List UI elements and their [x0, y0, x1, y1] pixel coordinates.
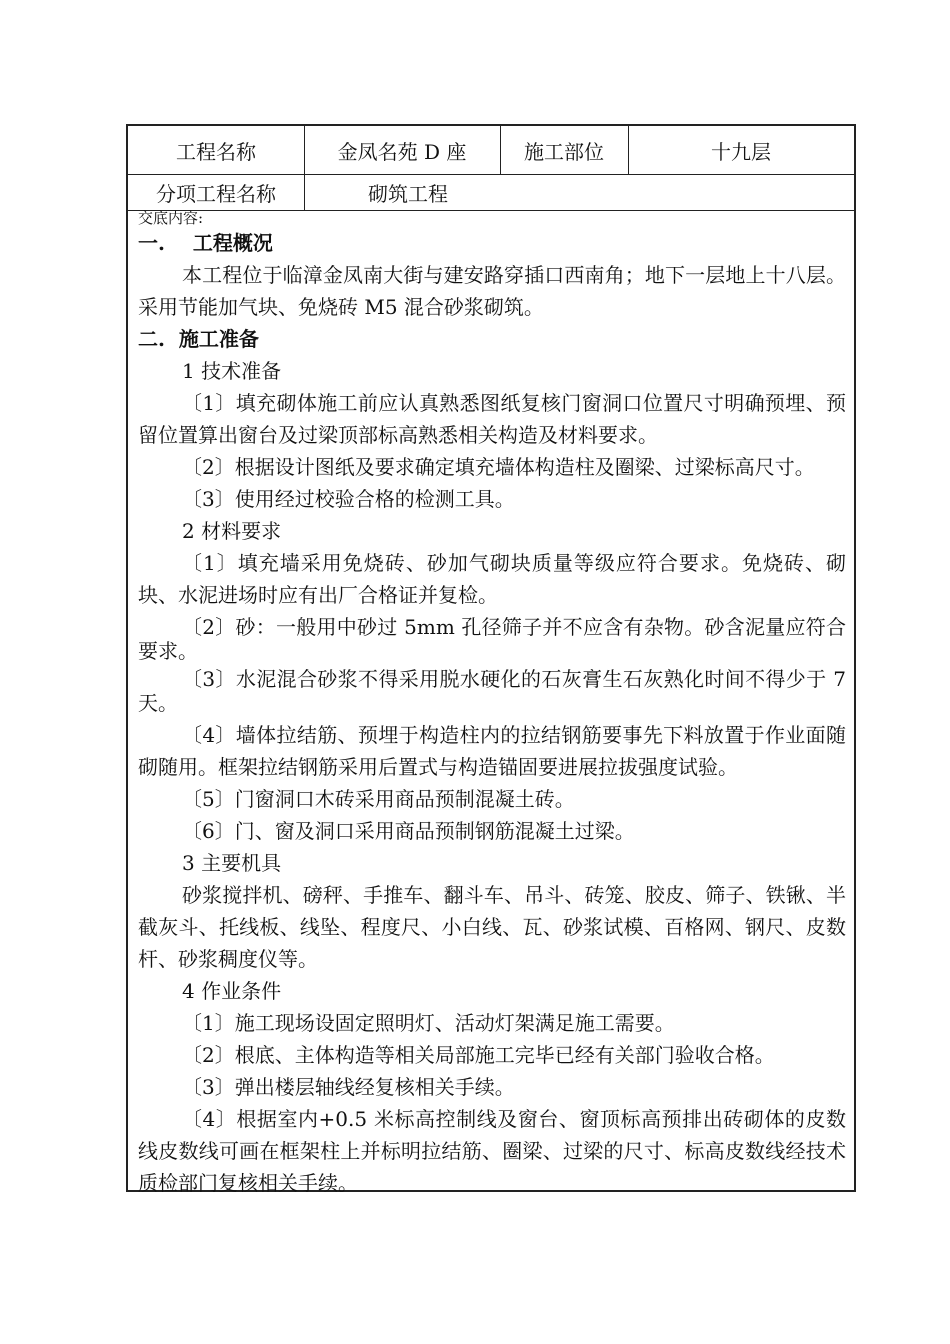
section-heading-preparation: 二. 施工准备	[138, 327, 259, 351]
sub-project-value: 砌筑工程	[368, 181, 448, 206]
condition-item-1: 〔1〕施工现场设固定照明灯、活动灯架满足施工需要。	[182, 1011, 675, 1035]
location-value: 十九层	[711, 139, 771, 164]
condition-item-2: 〔2〕根底、主体构造等相关局部施工完毕已经有关部门验收合格。	[182, 1043, 775, 1067]
material-item-1: 〔1〕填充墙采用免烧砖、砂加气砌块质量等级应符合要求。免烧砖、砌块、水泥进场时应有出厂合格证并复检。	[138, 551, 846, 607]
header-row-2	[128, 174, 854, 211]
technical-item-3: 〔3〕使用经过校验合格的检测工具。	[182, 487, 515, 511]
overview-paragraph: 本工程位于临漳金凤南大街与建安路穿插口西南角；地下一层地上十八层。采用节能加气块、免烧砖 M5 混合砂浆砌筑。	[138, 263, 846, 319]
material-item-5: 〔5〕门窗洞口木砖采用商品预制混凝土砖。	[182, 787, 575, 811]
technical-item-2: 〔2〕根据设计图纸及要求确定填充墙体构造柱及圈梁、过梁标高尺寸。	[182, 455, 815, 479]
subheading-conditions: 4 作业条件	[182, 979, 282, 1003]
header-row-1	[128, 126, 854, 175]
material-item-2: 〔2〕砂：一般用中砂过 5mm 孔径筛子并不应含有杂物。砂含泥量应符合要求。	[138, 615, 846, 663]
technical-item-1: 〔1〕填充砌体施工前应认真熟悉图纸复核门窗洞口位置尺寸明确预埋、预留位置算出窗台及过梁顶部标高熟悉相关构造及材料要求。	[138, 391, 846, 447]
section-heading-overview: 一. 工程概况	[138, 231, 273, 255]
subheading-technical: 1 技术准备	[182, 359, 282, 383]
condition-item-3: 〔3〕弹出楼层轴线经复核相关手续。	[182, 1075, 515, 1099]
equipment-list: 砂浆搅拌机、磅秤、手推车、翻斗车、吊斗、砖笼、胶皮、筛子、铁锹、半截灰斗、托线板、线坠、程度尺、小白线、瓦、砂浆试模、百格网、钢尺、皮数杆、砂浆稠度仪等。	[138, 883, 846, 971]
disclosure-content	[138, 209, 846, 1195]
condition-item-4: 〔4〕根据室内+0.5 米标高控制线及窗台、窗顶标高预排出砖砌体的皮数线皮数线可画在框架柱上并标明拉结筋、圈梁、过梁的尺寸、标高皮数线经技术质检部门复核相关手续。	[138, 1107, 846, 1195]
divider	[304, 174, 305, 210]
material-item-6: 〔6〕门、窗及洞口采用商品预制钢筋混凝土过梁。	[182, 819, 635, 843]
sub-project-label: 分项工程名称	[156, 181, 276, 206]
subheading-equipment: 3 主要机具	[182, 851, 282, 875]
location-label: 施工部位	[524, 139, 604, 164]
material-item-3: 〔3〕水泥混合砂浆不得采用脱水硬化的石灰膏生石灰熟化时间不得少于 7 天。	[138, 667, 846, 715]
project-name-label: 工程名称	[176, 139, 256, 164]
subheading-materials: 2 材料要求	[182, 519, 282, 543]
project-name-value: 金凤名苑 D 座	[337, 139, 467, 164]
material-item-4: 〔4〕墙体拉结筋、预埋于构造柱内的拉结钢筋要事先下料放置于作业面随砌随用。框架拉结钢筋采用后置式与构造锚固要进展拉拔强度试验。	[138, 723, 846, 779]
content-label: 交底内容:	[138, 209, 204, 227]
disclosure-sheet	[126, 124, 856, 1195]
